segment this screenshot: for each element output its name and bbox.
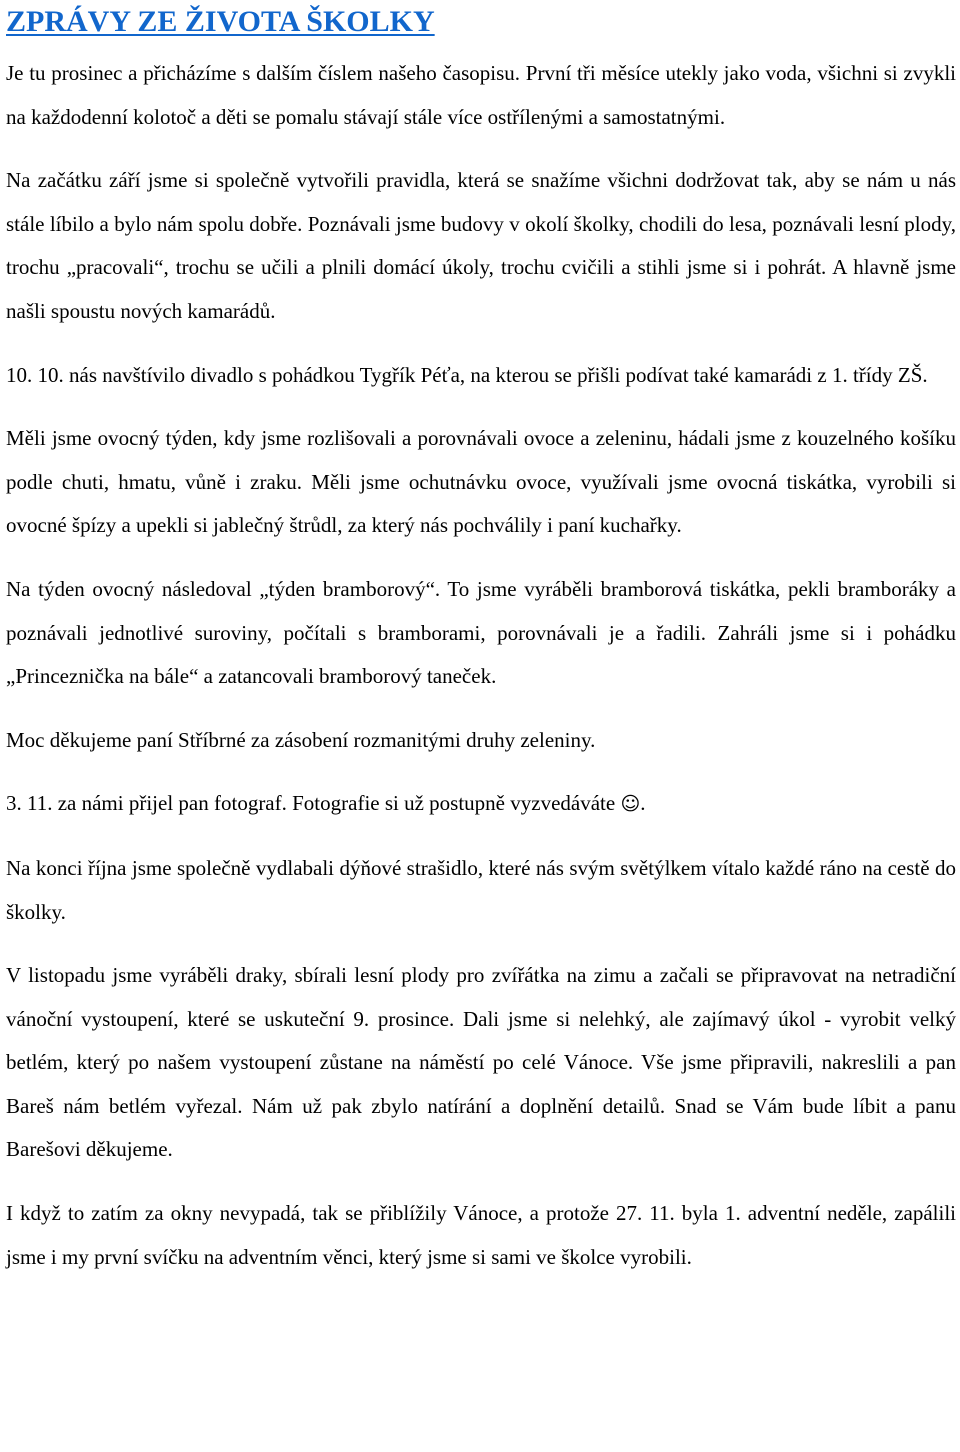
paragraph-november: V listopadu jsme vyráběli draky, sbírali lesní plody pro zvířátka na zimu a začali se připravovat na netradiční vánoční vystoupení, které se uskuteční 9. prosince. Dali jsme si nelehký, ale zajímavý úkol - vyrobit velký betlém, který po našem vystoupení zůstane na náměstí po celé Vánoce. Vše jsme připravili, nakreslili a pan Bareš nám betlém vyřezal. Nám už pak zbylo natírání a doplnění detailů. Snad se Vám bude líbit a panu Barešovi děkujeme. (6, 963, 956, 1162)
paragraph-rules: Na začátku září jsme si společně vytvořili pravidla, která se snažíme všichni dodržovat tak, aby se nám u nás stále líbilo a bylo nám spolu dobře. Poznávali jsme budovy v okolí školky, chodili do lesa, poznávali lesní plody, trochu „pracovali“, trochu se učili a plnili domácí úkoly, trochu cvičili a stihli jsme si i pohrát. A hlavně jsme našli spoustu nových kamarádů. (6, 168, 956, 323)
paragraph-theatre: 10. 10. nás navštívilo divadlo s pohádkou Tygřík Péťa, na kterou se přišli podívat také kamarádi z 1. třídy ZŠ. (6, 362, 928, 387)
smiley-period: . (640, 791, 646, 816)
paragraph-fruit-week: Měli jsme ovocný týden, kdy jsme rozlišovali a porovnávali ovoce a zeleninu, hádali jsme z kouzelného košíku podle chuti, hmatu, vůně i zraku. Měli jsme ochutnávku ovoce, využívali jsme ovocná tiskátka, vyrobili si ovocné špízy a upekli si jablečný štrůdl, za který nás pochválily i paní kuchařky. (6, 426, 956, 538)
paragraph-thanks: Moc děkujeme paní Stříbrné za zásobení rozmanitými druhy zeleniny. (6, 727, 596, 752)
photographer-text: 3. 11. za námi přijel pan fotograf. Fotografie si už postupně vyzvedáváte (6, 791, 616, 816)
paragraph-pumpkin: Na konci října jsme společně vydlabali dýňové strašidlo, které nás svým světýlkem vítalo každé ráno na cestě do školky. (6, 855, 956, 924)
paragraph-advent: I když to zatím za okny nevypadá, tak se přiblížily Vánoce, a protože 27. 11. byla 1. adventní neděle, zapálili jsme i my první svíčku na adventním věnci, který jsme si sami ve školce vyrobili. (6, 1201, 956, 1269)
paragraph-potato-week: Na týden ovocný následoval „týden bramborový“. To jsme vyráběli bramborová tiskátka, pekli bramboráky a poznávali jednotlivé suroviny, počítali s bramborami, porovnávali je a řadili. Zahráli jsme si i pohádku „Princeznička na bále“ a zatancovali bramborový taneček. (6, 576, 956, 689)
paragraph-intro: Je tu prosinec a přicházíme s dalším číslem našeho časopisu. První tři měsíce utekly jako voda, všichni si zvykli na každodenní kolotoč a děti se pomalu stávají stále více ostřílenými a samostatnými. (6, 61, 956, 129)
paragraph-photographer (6, 782, 956, 827)
smiley-icon: ☺ (620, 793, 641, 816)
page-title[interactable]: ZPRÁVY ZE ŽIVOTA ŠKOLKY (6, 5, 435, 38)
document-page (6, 0, 956, 1279)
